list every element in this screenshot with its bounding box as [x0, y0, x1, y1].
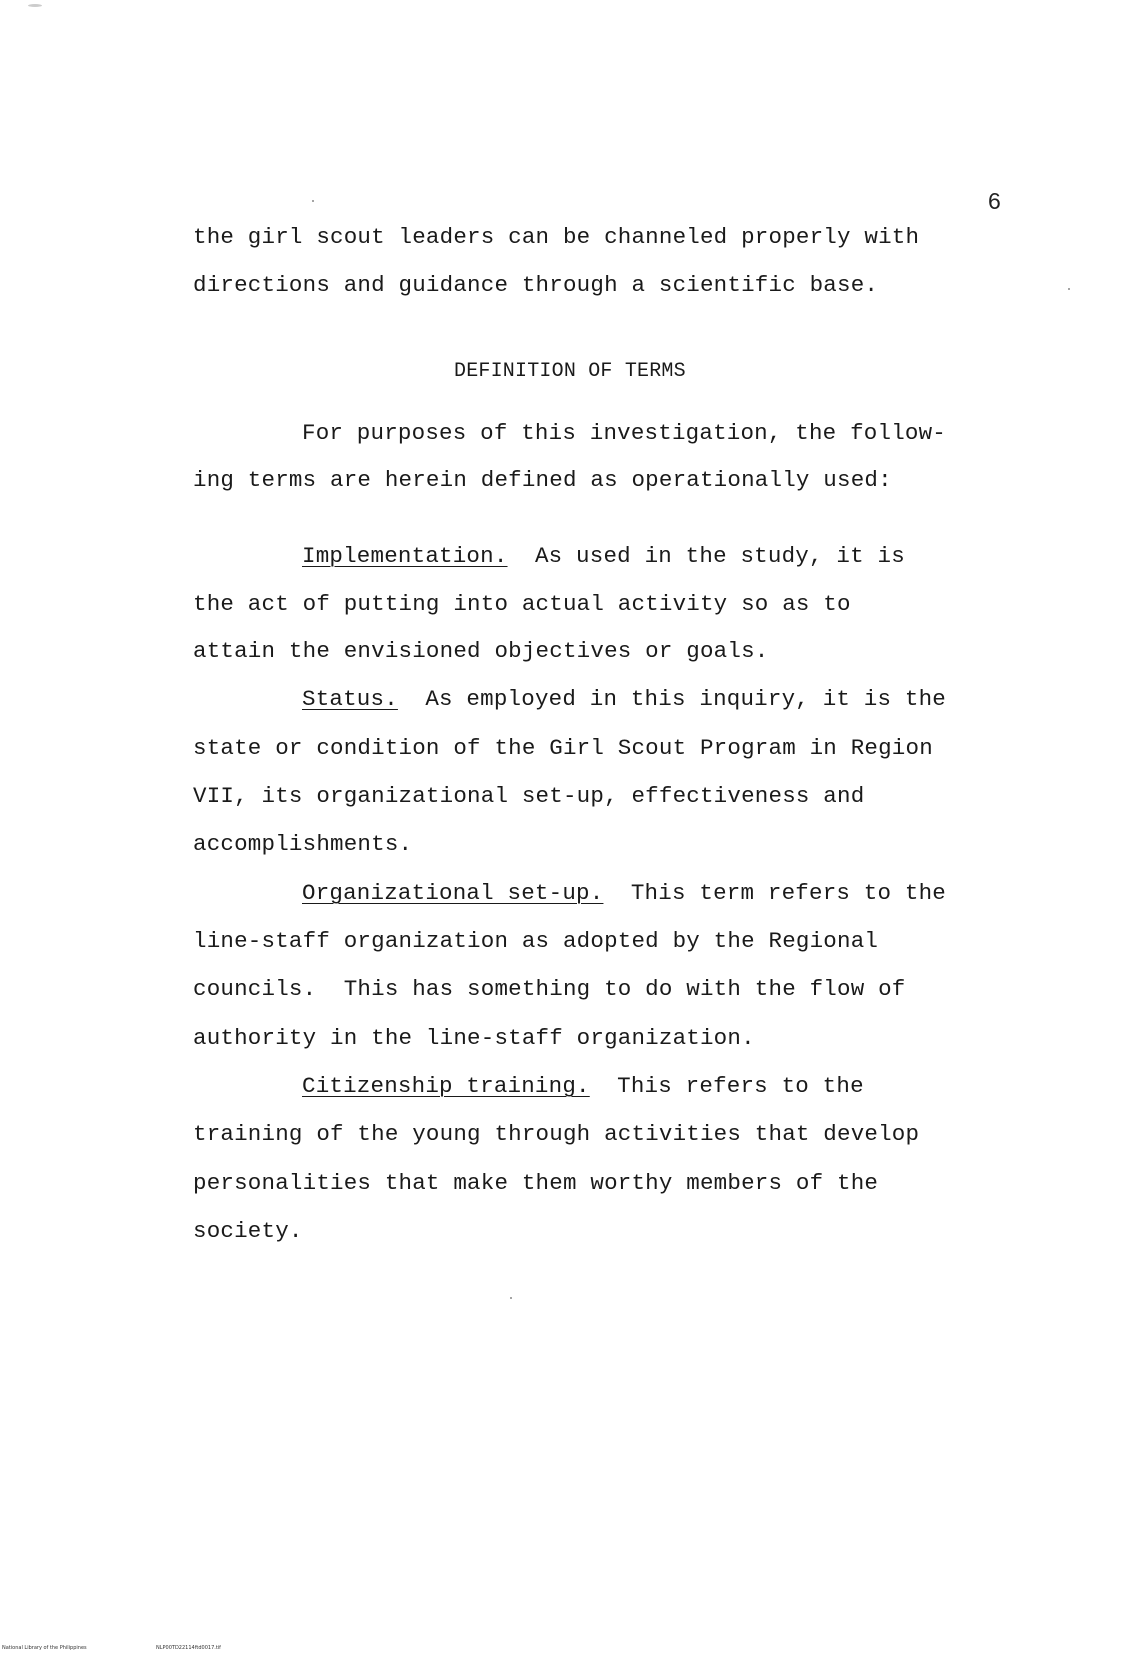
footer-library: National Library of the Philippines	[2, 1645, 87, 1651]
term-label: Citizenship training.	[302, 1073, 590, 1099]
definition-line: society.	[193, 1218, 303, 1244]
definition-line: the act of putting into actual activity so as to	[193, 591, 851, 617]
definition-line: authority in the line-staff organization.	[193, 1025, 755, 1051]
definition-text: As used in the study, it is	[507, 543, 905, 569]
footer-file: NLP00TD22114ftd0017.tif	[156, 1645, 221, 1651]
definition-citizenship-training	[302, 1071, 864, 1101]
term-label: Organizational set-up.	[302, 880, 604, 906]
definition-implementation	[302, 541, 905, 571]
definition-line: VII, its organizational set-up, effectiveness and	[193, 783, 865, 809]
intro-line: the girl scout leaders can be channeled properly with	[193, 224, 920, 250]
term-label: Status.	[302, 686, 398, 712]
definition-line: councils. This has something to do with the flow of	[193, 976, 906, 1002]
definition-line: attain the envisioned objectives or goals.	[193, 638, 769, 664]
intro-line: directions and guidance through a scientific base.	[193, 272, 879, 298]
definition-line: state or condition of the Girl Scout Program in Region	[193, 735, 933, 761]
definition-line: training of the young through activities that develop	[193, 1121, 920, 1147]
definition-line: accomplishments.	[193, 831, 413, 857]
page-number: 6	[988, 188, 1001, 214]
scan-speck	[312, 200, 314, 202]
definition-status	[302, 684, 946, 714]
section-heading: DEFINITION OF TERMS	[454, 360, 686, 383]
preface-line: ing terms are herein defined as operationally used:	[193, 467, 892, 493]
term-label: Implementation.	[302, 543, 508, 569]
definition-line: line-staff organization as adopted by the Regional	[193, 928, 879, 954]
scan-speck	[510, 1297, 512, 1299]
definition-text: This refers to the	[589, 1073, 864, 1099]
definition-text: As employed in this inquiry, it is the	[397, 686, 947, 712]
scan-speck	[1068, 288, 1070, 290]
definition-text: This term refers to the	[603, 880, 947, 906]
definition-line: personalities that make them worthy members of the	[193, 1170, 879, 1196]
preface-line: For purposes of this investigation, the follow-	[302, 420, 947, 446]
definition-organizational-setup	[302, 878, 946, 908]
scan-speck	[28, 4, 42, 7]
